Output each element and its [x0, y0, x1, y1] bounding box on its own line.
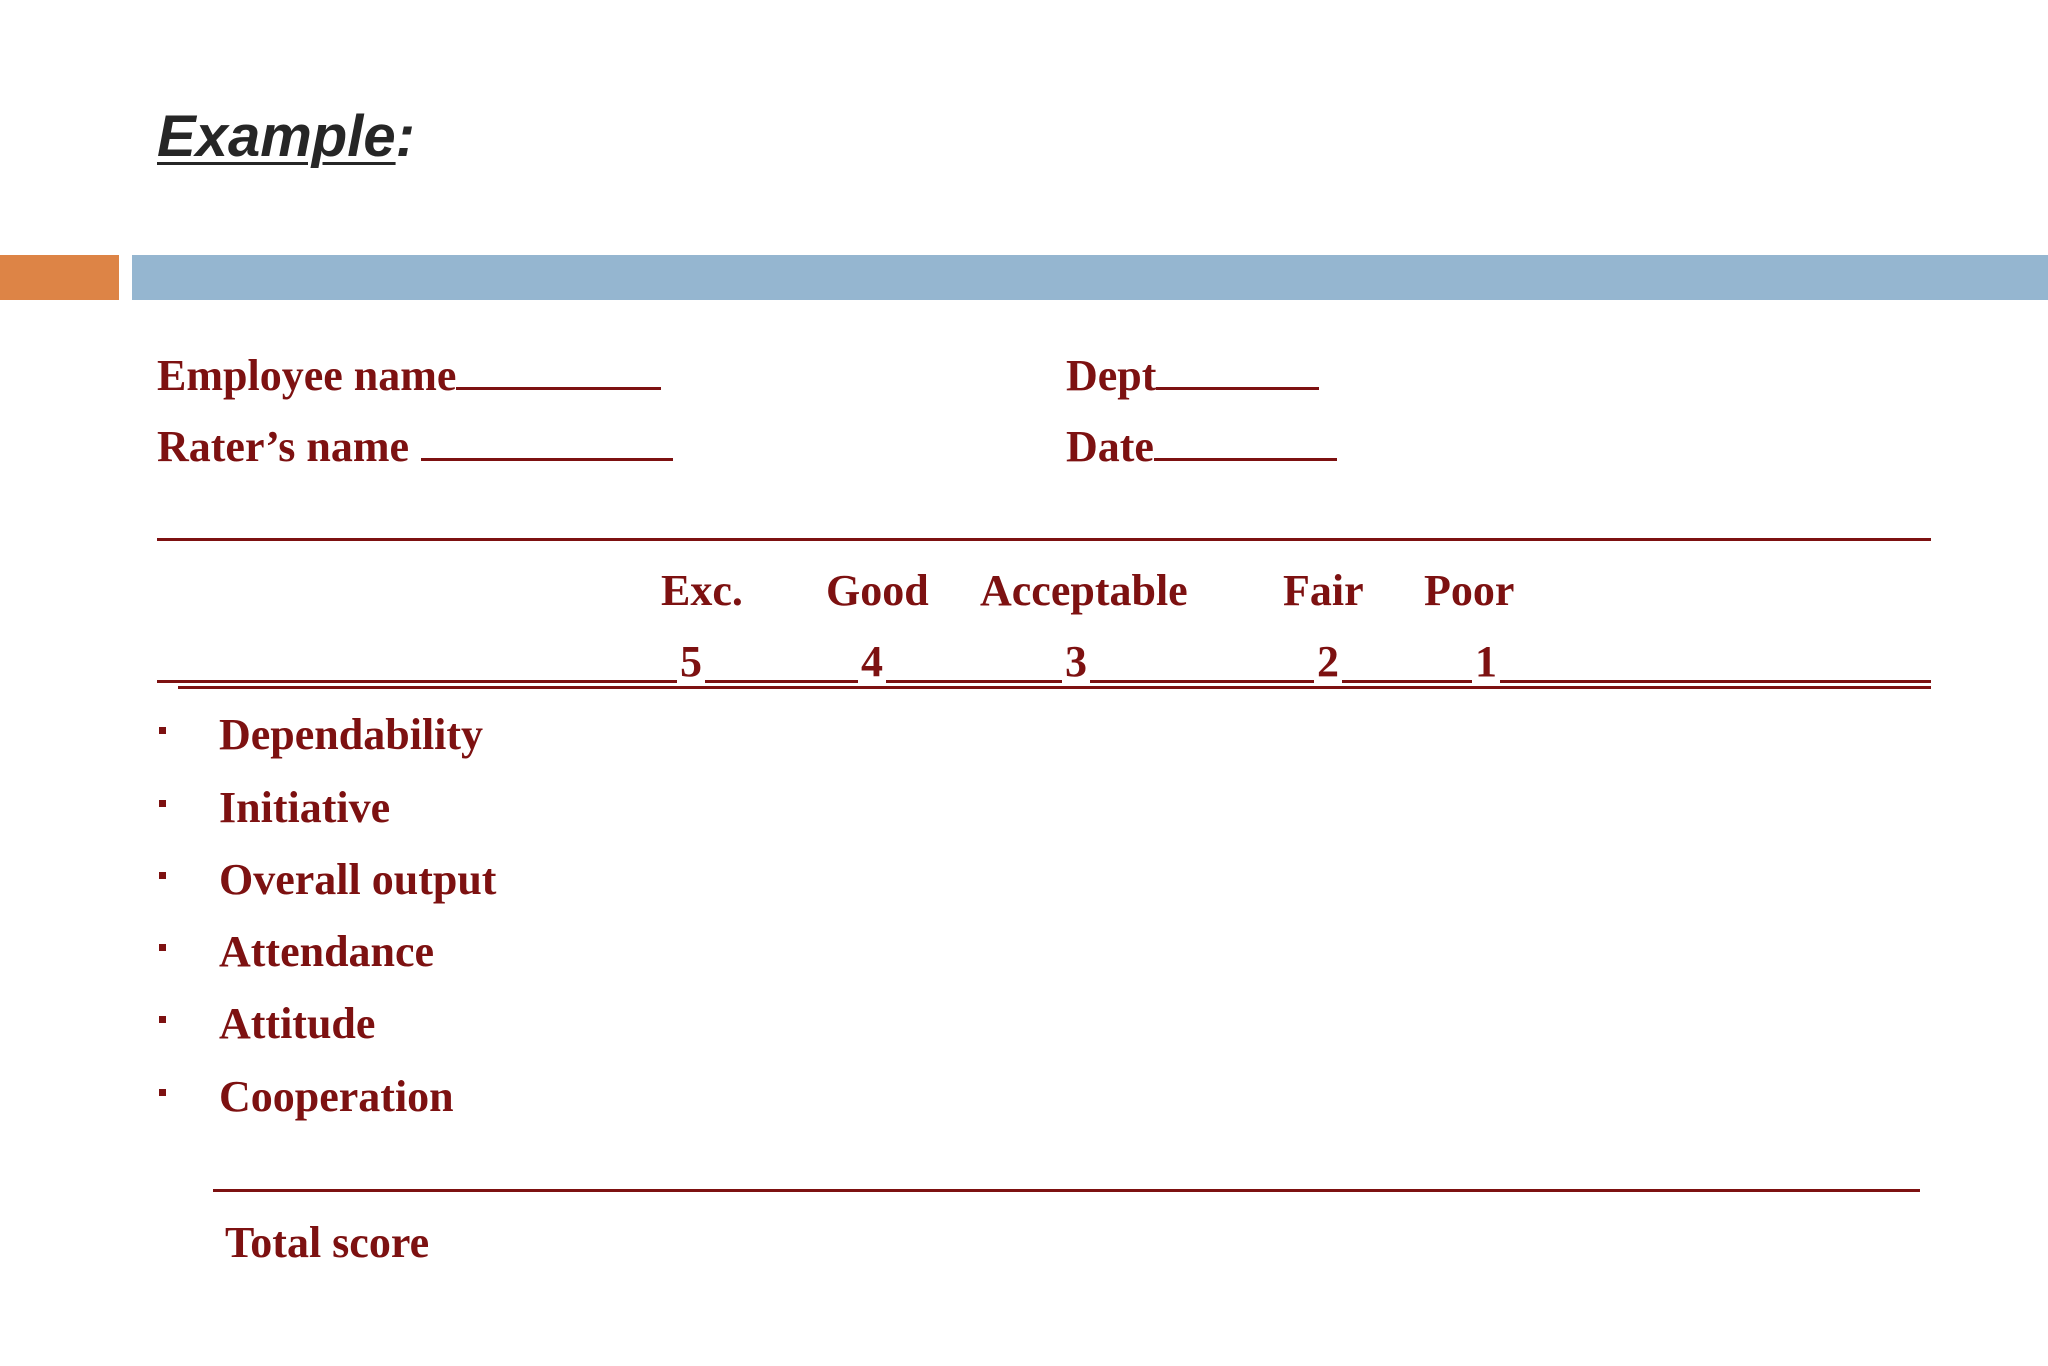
scale-value-4: 4 [858, 640, 886, 684]
criterion-item: Overall output [219, 855, 497, 904]
total-score-label: Total score [225, 1218, 430, 1267]
scale-label-fair: Fair [1283, 566, 1364, 615]
scale-value-2: 2 [1314, 640, 1342, 684]
employee-name-field [157, 353, 661, 398]
bullet-marker [159, 944, 166, 951]
bullet-marker [159, 727, 166, 734]
scale-rule [157, 680, 1931, 683]
dept-label: Dept [1066, 351, 1157, 400]
date-label: Date [1066, 422, 1154, 471]
criterion-item: Initiative [219, 783, 391, 832]
scale-label-exc: Exc. [661, 566, 743, 615]
scale-rule-double [178, 686, 1931, 689]
bullet-marker [159, 1089, 166, 1096]
employee-name-blank [456, 353, 661, 390]
dept-blank [1156, 353, 1319, 390]
scale-label-poor: Poor [1424, 566, 1515, 615]
title-text: Example [157, 104, 396, 169]
bullet-marker [159, 872, 166, 879]
criterion-item: Attitude [219, 999, 376, 1048]
bullet-marker [159, 1016, 166, 1023]
scale-value-3: 3 [1062, 640, 1090, 684]
title-colon: : [395, 104, 415, 169]
criterion-item: Attendance [219, 927, 435, 976]
rater-name-blank [421, 424, 673, 461]
criterion-item: Dependability [219, 710, 484, 759]
bullet-marker [159, 800, 166, 807]
form-divider-top [157, 538, 1931, 541]
criterion-item: Cooperation [219, 1072, 454, 1121]
rater-name-field [157, 424, 673, 469]
total-divider [213, 1189, 1920, 1192]
scale-label-acceptable: Acceptable [980, 566, 1188, 615]
scale-label-good: Good [826, 566, 929, 615]
date-blank [1154, 424, 1337, 461]
date-field [1066, 424, 1337, 469]
employee-name-label: Employee name [157, 351, 457, 400]
dept-field [1066, 353, 1319, 398]
scale-value-1: 1 [1472, 640, 1500, 684]
rater-name-label: Rater’s name [157, 422, 410, 471]
scale-value-5: 5 [677, 640, 705, 684]
